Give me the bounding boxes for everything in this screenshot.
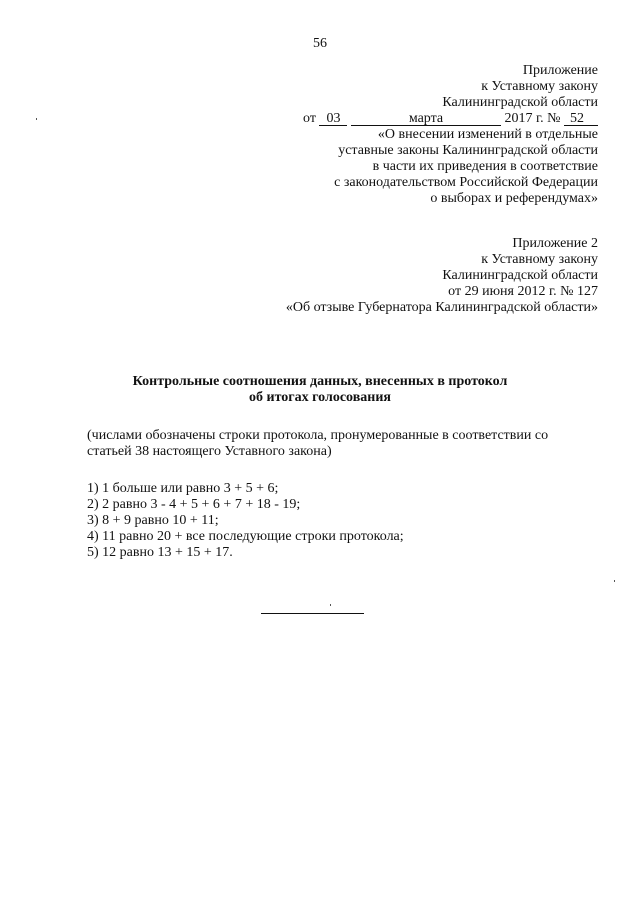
appendix-date-line [303,111,598,127]
appendix-label: Приложение [522,63,598,78]
law-title-line-3: в части их приведения в соответствие [372,159,598,174]
page-number: 56 [313,36,327,51]
appendix2-label: Приложение 2 [512,236,598,251]
date-year: 2017 г. № [504,111,561,126]
document-title [0,374,640,406]
explanatory-note [87,428,612,460]
law-title-line-1: «О внесении изменений в отдельные [377,127,598,142]
date-prefix: от [303,111,316,126]
appendix-law-ref: к Уставному закону [481,79,598,94]
list-item: 2) 2 равно 3 - 4 + 5 + 6 + 7 + 18 - 19; [87,497,301,512]
law-title-line-4: с законодательством Российской Федерации [334,175,598,190]
title-line-1: Контрольные соотношения данных, внесенных в протокол [132,374,508,389]
title-line-2: об итогах голосования [249,390,391,405]
law-title-line-5: о выборах и референдумах» [430,191,598,206]
appendix-region: Калининградской области [442,95,598,110]
scan-speck [330,604,331,606]
relations-list [87,481,404,561]
appendix2-law-ref: к Уставному закону [481,252,598,267]
appendix2-region: Калининградской области [442,268,598,283]
scan-speck [614,580,615,582]
law-title-line-2: уставные законы Калининградской области [338,143,598,158]
note-line-1: (числами обозначены строки протокола, пронумерованные в соответствии со [87,428,549,443]
appendix2-law-title: «Об отзыве Губернатора Калининградской области» [285,300,598,315]
note-line-2: статьей 38 настоящего Уставного закона) [87,444,332,459]
list-item: 5) 12 равно 13 + 15 + 17. [87,545,233,560]
date-day-field: 03 [319,112,347,126]
appendix-header-original [286,236,598,316]
scan-speck [36,118,37,120]
list-item: 4) 11 равно 20 + все последующие строки протокола; [87,529,404,544]
appendix2-date: от 29 июня 2012 г. № 127 [448,284,598,299]
end-divider [261,613,364,614]
list-item: 3) 8 + 9 равно 10 + 11; [87,513,219,528]
law-number-field: 52 [564,112,598,126]
appendix-header-current [303,63,598,207]
list-item: 1) 1 больше или равно 3 + 5 + 6; [87,481,279,496]
date-month-field: марта [351,112,501,126]
